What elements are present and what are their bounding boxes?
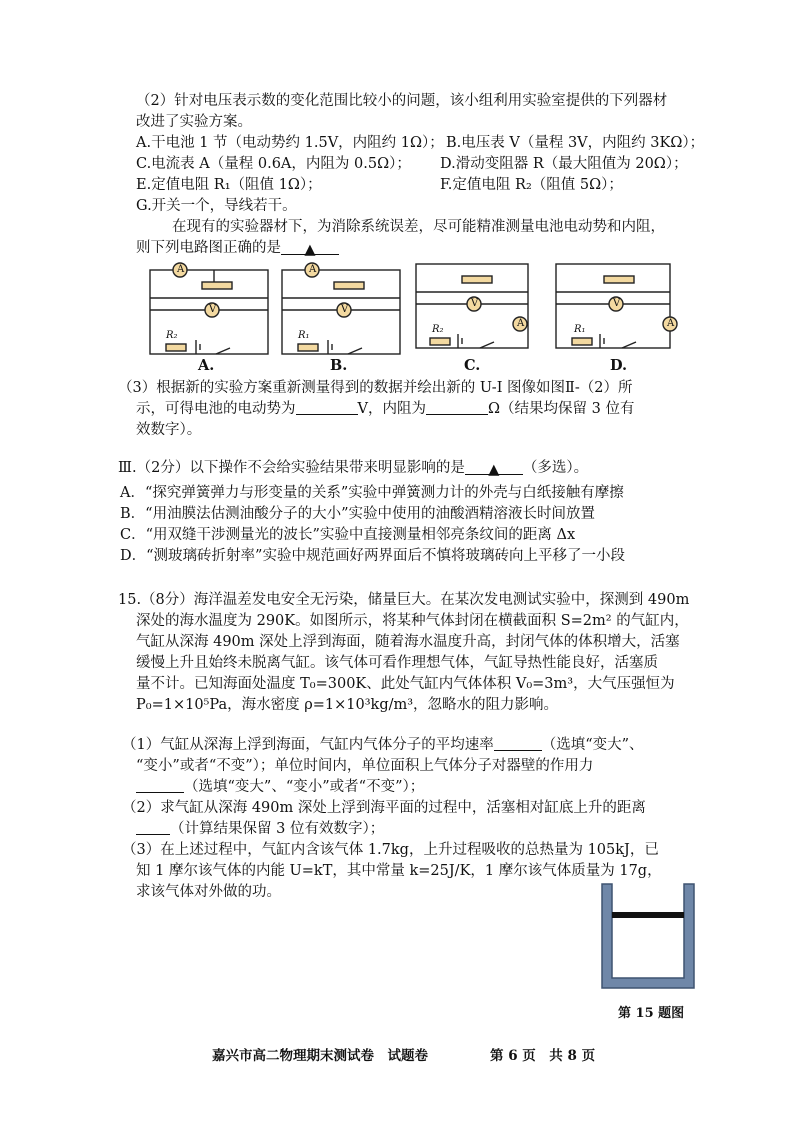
answer-blank-circuit[interactable]: ▲ bbox=[281, 240, 339, 255]
circuit-c-resistor: R₂ bbox=[432, 324, 444, 335]
circuit-a-label: A. bbox=[198, 357, 215, 374]
q14-opt-b: B.电压表 V（量程 3V，内阻约 3KΩ）； bbox=[446, 135, 705, 151]
q15-line1: 15.（8分）海洋温差发电安全无污染，储量巨大。在某次发电测试实验中，探测到 490m bbox=[118, 592, 690, 608]
circuit-d-ammeter: A bbox=[667, 318, 675, 329]
footer-page: 第 6 页 共 8 页 bbox=[490, 1048, 596, 1064]
q14-p3-line2 bbox=[136, 399, 634, 419]
circuit-a-voltmeter: V bbox=[209, 304, 217, 315]
q15-p2-line2 bbox=[136, 819, 384, 839]
force-answer-blank[interactable] bbox=[136, 778, 184, 793]
speed-answer-blank[interactable] bbox=[494, 736, 542, 751]
distance-answer-blank[interactable] bbox=[136, 820, 170, 835]
q15-line2: 深处的海水温度为 290K。如图所示，将某种气体封闭在横截面积 S=2m² 的气缸内， bbox=[136, 613, 689, 629]
circuit-d-label: D. bbox=[610, 357, 628, 374]
q14-p2-intro-1: （2）针对电压表示数的变化范围比较小的问题，该小组利用实验室提供的下列器材 bbox=[136, 93, 668, 109]
q14-p3-line3: 效数字）。 bbox=[136, 422, 202, 438]
q14-opt-c: C.电流表 A（量程 0.6A，内阻为 0.5Ω）； bbox=[136, 156, 411, 172]
circuit-b-voltmeter: V bbox=[341, 304, 349, 315]
q15-p2-line2-text: （计算结果保留 3 位有效数字）； bbox=[170, 821, 385, 837]
q15-p1-line3 bbox=[136, 777, 424, 797]
q15-line3: 气缸从深海 490m 深处上浮到海面，随着海水温度升高，封闭气体的体积增大，活塞 bbox=[136, 634, 680, 650]
q14-iii-tail: （多选）。 bbox=[522, 460, 589, 476]
q14-p3-line2b: V，内阻为 bbox=[357, 401, 426, 417]
circuit-c-voltmeter: V bbox=[471, 298, 479, 309]
circuit-d-resistor: R₁ bbox=[574, 324, 586, 335]
q15-line4: 缓慢上升且始终未脱离气缸。该气体可看作理想气体，气缸导热性能良好，活塞质 bbox=[136, 655, 658, 671]
cylinder-figure bbox=[592, 882, 704, 994]
q14-p3-line2a: 示，可得电池的电动势为 bbox=[136, 401, 296, 417]
circuit-b-resistor: R₁ bbox=[298, 330, 310, 341]
piston bbox=[612, 912, 684, 918]
q14-iii-opt-d: D．“测玻璃砖折射率”实验中规范画好两界面后不慎将玻璃砖向上平移了一小段 bbox=[120, 548, 625, 564]
q15-p1-line1 bbox=[122, 735, 644, 755]
circuit-d-voltmeter: V bbox=[613, 298, 621, 309]
footer-title: 嘉兴市高二物理期末测试卷 试题卷 bbox=[212, 1048, 428, 1064]
circuit-c-ammeter: A bbox=[517, 318, 525, 329]
circuit-b-label: B. bbox=[330, 357, 348, 374]
q15-p1-line1b: （选填“变大”、 bbox=[541, 737, 644, 753]
q14-opt-a: A.干电池 1 节（电动势约 1.5V，内阻约 1Ω）； bbox=[136, 135, 444, 151]
q15-p3-line2: 知 1 摩尔该气体的内能 U=kT，其中常量 k=25J/K，1 摩尔该气体质量为 17g， bbox=[136, 863, 662, 879]
answer-blank-iii[interactable]: ▲ bbox=[465, 460, 523, 475]
q14-iii-stem bbox=[118, 458, 588, 478]
circuit-a-ammeter: A bbox=[177, 264, 185, 275]
resistance-answer-blank[interactable] bbox=[426, 400, 488, 415]
q15-p1-line1a: （1）气缸从深海上浮到海面，气缸内气体分子的平均速率 bbox=[122, 737, 494, 753]
q14-ask-2 bbox=[136, 238, 339, 258]
q14-iii-opt-a: A．“探究弹簧弹力与形变量的关系”实验中弹簧测力计的外壳与白纸接触有摩擦 bbox=[120, 485, 624, 501]
q15-p1-line2: “变小”或者“不变”）；单位时间内，单位面积上气体分子对器壁的作用力 bbox=[136, 758, 594, 774]
emf-answer-blank[interactable] bbox=[296, 400, 358, 415]
q14-opt-e: E.定值电阻 R₁（阻值 1Ω）； bbox=[136, 177, 322, 193]
q15-p3-line3: 求该气体对外做的功。 bbox=[136, 884, 281, 900]
q14-p2-intro-2: 改进了实验方案。 bbox=[136, 114, 252, 130]
q15-p1-line3-text: （选填“变大”、“变小”或者“不变”）； bbox=[184, 779, 425, 795]
q14-opt-g: G.开关一个，导线若干。 bbox=[136, 198, 297, 214]
cylinder-wall bbox=[602, 884, 694, 988]
circuit-c-label: C. bbox=[464, 357, 481, 374]
q14-iii-opt-b: B．“用油膜法估测油酸分子的大小”实验中使用的油酸酒精溶液长时间放置 bbox=[120, 506, 595, 522]
q15-line6: P₀=1×10⁵Pa，海水密度 ρ=1×10³kg/m³，忽略水的阻力影响。 bbox=[136, 697, 559, 713]
q14-p3-line1: （3）根据新的实验方案重新测量得到的数据并绘出新的 U-I 图像如图Ⅱ-（2）所 bbox=[118, 380, 633, 396]
q14-opt-d: D.滑动变阻器 R（最大阻值为 20Ω）； bbox=[440, 156, 688, 172]
circuit-b-ammeter: A bbox=[309, 264, 317, 275]
q14-iii-stem-text: Ⅲ.（2分）以下操作不会给实验结果带来明显影响的是 bbox=[118, 460, 465, 476]
q15-p2-line1: （2）求气缸从深海 490m 深处上浮到海平面的过程中，活塞相对缸底上升的距离 bbox=[122, 800, 646, 816]
q14-ask-1: 在现有的实验器材下，为消除系统误差，尽可能精准测量电池电动势和内阻， bbox=[172, 219, 665, 235]
q15-line5: 量不计。已知海面处温度 T₀=300K、此处气缸内气体体积 V₀=3m³，大气压强恒为 bbox=[136, 676, 675, 692]
q14-opt-f: F.定值电阻 R₂（阻值 5Ω）； bbox=[440, 177, 623, 193]
figure-caption: 第 15 题图 bbox=[618, 1006, 685, 1021]
q14-iii-opt-c: C．“用双缝干涉测量光的波长”实验中直接测量相邻亮条纹间的距离 Δx bbox=[120, 527, 576, 543]
q14-p3-line2c: Ω（结果均保留 3 位有 bbox=[487, 401, 635, 417]
circuit-a-resistor: R₂ bbox=[166, 330, 178, 341]
q14-ask-2-text: 则下列电路图正确的是 bbox=[136, 240, 281, 256]
q15-p3-line1: （3）在上述过程中，气缸内含该气体 1.7kg，上升过程吸收的总热量为 105kJ，已 bbox=[122, 842, 659, 858]
